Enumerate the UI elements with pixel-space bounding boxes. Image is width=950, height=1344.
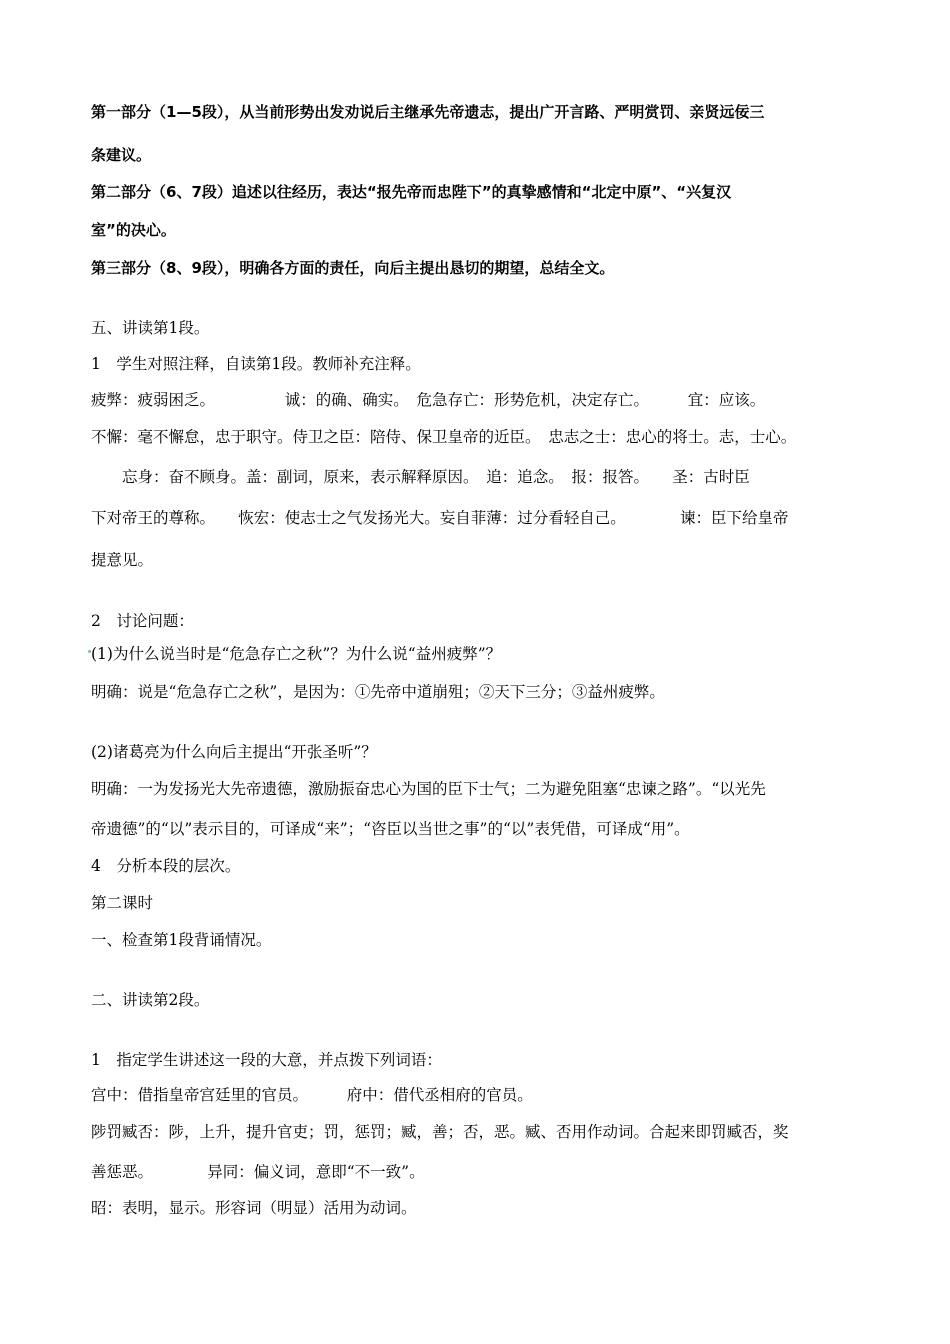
- answer-2-line-2: 帝遗德”的“以”表示目的，可译成“来”；“咨臣以当世之事”的“以”表凭借，可译成“用”。: [91, 820, 690, 838]
- section-2-heading: 二、讲读第2段。: [91, 991, 210, 1009]
- question-1: (1)为什么说当时是“危急存亡之秋”？为什么说“益州疲弊”？: [91, 645, 502, 663]
- step-1-text: 1 学生对照注释，自读第1段。教师补充注释。: [91, 355, 421, 373]
- notes-line-2: 不懈：毫不懈怠，忠于职守。侍卫之臣：陪侍、保卫皇帝的近臣。 忠志之士：忠心的将士。志，士心。: [91, 428, 797, 446]
- step-4-text: 4 分析本段的层次。: [91, 857, 241, 875]
- part-three-line: 第三部分（8、9段），明确各方面的责任，向后主提出恳切的期望，总结全文。: [91, 259, 615, 277]
- second-lesson-heading: 第二课时: [91, 894, 154, 912]
- answer-1: 明确：说是“危急存亡之秋”，是因为：①先帝中道崩殂；②天下三分；③益州疲弊。: [91, 683, 665, 701]
- discussion-heading: 2 讨论问题：: [91, 612, 194, 630]
- vocab-line-3: 善惩恶。 异同：偏义词，意即“不一致”。: [91, 1163, 425, 1181]
- vocab-line-2: 陟罚臧否：陟，上升，提升官吏；罚，惩罚；臧，善；否，恶。臧、否用作动词。合起来即罚臧否，奖: [91, 1123, 789, 1141]
- notes-line-5: 提意见。: [91, 551, 154, 569]
- vocab-line-1: 宫中：借指皇帝宫廷里的官员。 府中：借代丞相府的官员。: [91, 1086, 533, 1104]
- notes-line-1: 疲弊：疲弱困乏。 诚：的确、确实。 危急存亡：形势危机，决定存亡。 宜：应该。: [91, 391, 766, 409]
- question-2: (2)诸葛亮为什么向后主提出“开张圣听”？: [91, 743, 377, 761]
- vocab-line-4: 昭：表明，显示。形容词（明显）活用为动词。: [91, 1199, 417, 1217]
- notes-line-4: 下对帝王的尊称。 恢宏：使志士之气发扬光大。妄自菲薄：过分看轻自己。 谏：臣下给皇帝: [91, 509, 789, 527]
- answer-2-line-1: 明确：一为发扬光大先帝遗德，激励振奋忠心为国的臣下士气；二为避免阻塞“忠谏之路”。“以光先: [91, 780, 766, 798]
- check-recitation: 一、检查第1段背诵情况。: [91, 931, 272, 949]
- step-1-paragraph-2: 1 指定学生讲述这一段的大意，并点拨下列词语：: [91, 1051, 442, 1069]
- part-two-line-1: 第二部分（6、7段）追述以往经历，表达“报先帝而忠陛下”的真挚感情和“北定中原”、“兴复汉: [91, 183, 732, 201]
- notes-line-3: 忘身：奋不顾身。盖：副词，原来，表示解释原因。 追：追念。 报：报答。 圣：古时臣: [91, 468, 750, 486]
- part-one-line-1: 第一部分（1—5段），从当前形势出发劝说后主继承先帝遗志，提出广开言路、严明赏罚、亲贤远佞三: [91, 103, 765, 121]
- section-5-heading: 五、讲读第1段。: [91, 319, 210, 337]
- part-one-line-2: 条建议。: [91, 146, 152, 164]
- part-two-line-2: 室”的决心。: [91, 221, 176, 239]
